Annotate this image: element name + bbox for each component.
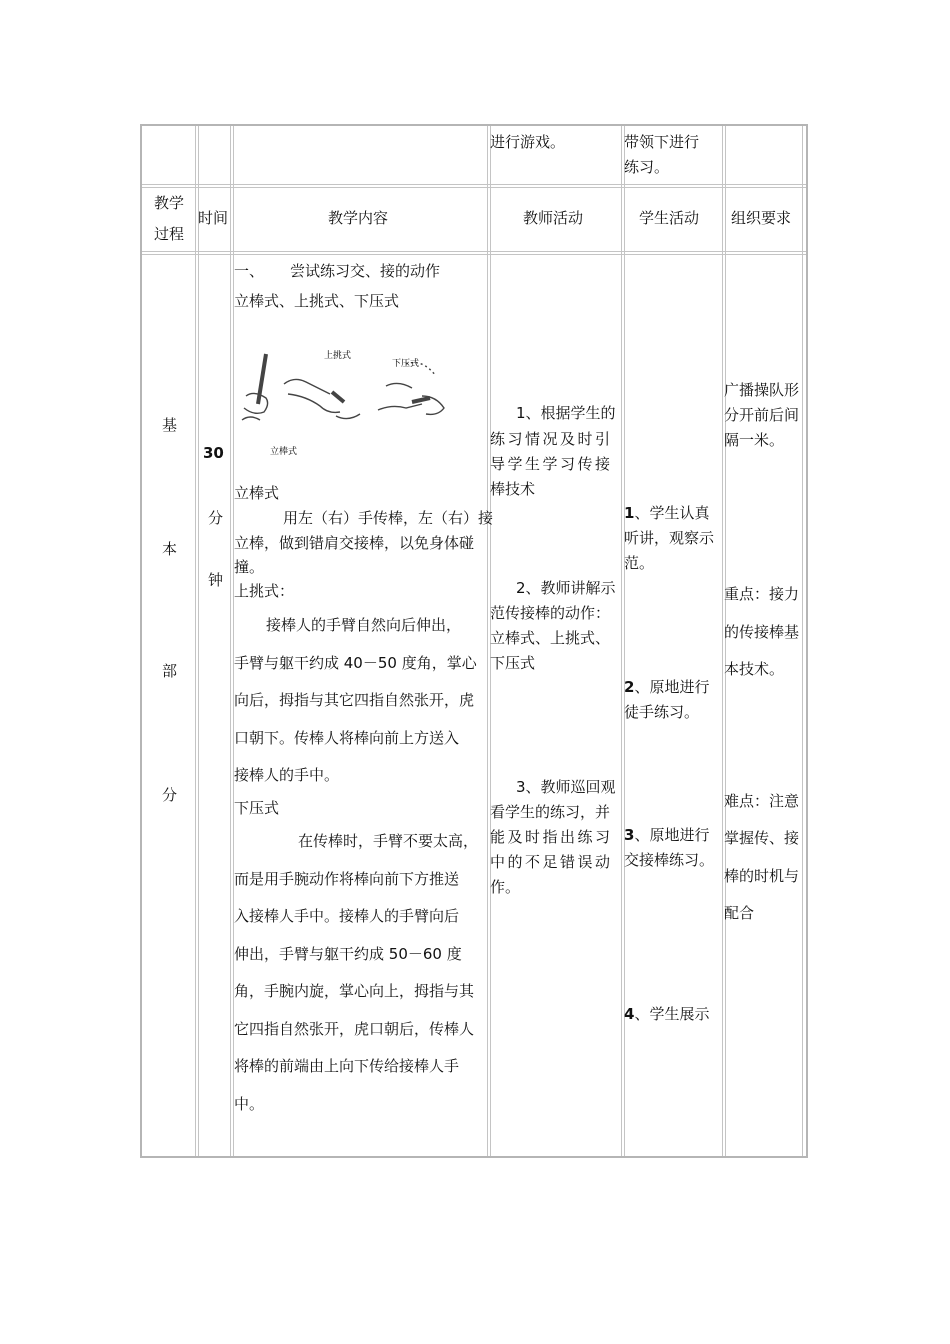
teacher-activity-3: 看学生的练习，并 [490, 803, 611, 821]
xiaya-text: 它四指自然张开，虎口朝后，传棒人 [234, 1020, 475, 1038]
column-divider [802, 126, 803, 1156]
header-org: 组织要求 [731, 209, 792, 227]
student-activity-text: 、学生认真 [634, 504, 710, 522]
teacher-activity-2: 2、教师讲解示 [516, 579, 616, 597]
top-row-student-line: 练习。 [624, 158, 670, 176]
duration-unit: 钟 [208, 571, 224, 589]
teacher-activity-2: 范传接棒的动作： [490, 604, 611, 622]
column-divider [621, 126, 625, 1156]
header-process: 过程 [154, 225, 185, 243]
xiaya-text: 在传棒时，手臂不要太高， [298, 832, 479, 850]
libang-text: 用左（右）手传棒，左（右）接 [283, 509, 494, 527]
teacher-activity-3: 能及时指出练习 [490, 828, 613, 846]
student-activity-2: 徒手练习。 [624, 703, 700, 721]
header-process: 教学 [154, 194, 185, 212]
org-difficulty: 棒的时机与 [724, 867, 800, 885]
student-activity-number: 4 [624, 1005, 635, 1023]
section-label-char: 部 [162, 662, 178, 680]
content-heading-number: 一、 [234, 262, 265, 280]
student-activity-text: 、原地进行 [634, 826, 710, 844]
student-activity-3 [624, 824, 709, 845]
header-content: 教学内容 [328, 209, 389, 227]
org-key-point: 本技术。 [724, 660, 785, 678]
xiaya-text: 入接棒人手中。接棒人的手臂向后 [234, 907, 460, 925]
content-styles: 立棒式、上挑式、下压式 [234, 292, 400, 310]
shangtiao-text: 手臂与躯干约成 40－50 度角，掌心 [234, 654, 477, 672]
libang-text: 撞。 [234, 558, 265, 576]
teacher-activity-2: 立棒式、上挑式、 [490, 629, 611, 647]
teacher-activity-2: 下压式 [490, 654, 536, 672]
content-heading: 尝试练习交、接的动作 [290, 262, 441, 280]
shangtiao-text: 口朝下。传棒人将棒向前上方送入 [234, 729, 460, 747]
xiaya-text: 中。 [234, 1095, 265, 1113]
teacher-activity-1: 棒技术 [490, 480, 536, 498]
student-activity-text: 、原地进行 [634, 678, 710, 696]
figure-label: 下压式 [392, 359, 420, 369]
header-student: 学生活动 [639, 209, 700, 227]
libang-title: 立棒式 [234, 484, 280, 502]
teacher-activity-1: 导学生学习传接 [490, 455, 613, 473]
baton-passing-illustration [236, 346, 450, 458]
duration-number: 30 [203, 444, 224, 462]
student-activity-1: 听讲，观察示 [624, 529, 715, 547]
xiaya-text: 而是用手腕动作将棒向前下方推送 [234, 870, 460, 888]
libang-text: 立棒，做到错肩交接棒，以免身体碰 [234, 534, 475, 552]
student-activity-1 [624, 502, 709, 523]
xiaya-title: 下压式 [234, 799, 280, 817]
top-row-student-line: 带领下进行 [624, 133, 700, 151]
student-activity-number: 2 [624, 678, 635, 696]
student-activity-1: 范。 [624, 554, 655, 572]
org-key-point: 的传接棒基 [724, 623, 800, 641]
teacher-activity-1: 1、根据学生的 [516, 404, 616, 422]
shangtiao-text: 接棒人的手中。 [234, 766, 340, 784]
shangtiao-title: 上挑式： [234, 582, 295, 600]
org-difficulty: 难点：注意 [724, 792, 800, 810]
figure-label: 立棒式 [270, 447, 298, 457]
teacher-activity-1: 练习情况及时引 [490, 430, 613, 448]
student-activity-number: 1 [624, 504, 635, 522]
figure-label: 上挑式 [324, 351, 352, 361]
header-teacher: 教师活动 [523, 209, 584, 227]
org-key-point: 重点：接力 [724, 585, 800, 603]
row-divider [142, 184, 806, 188]
shangtiao-text: 接棒人的手臂自然向后伸出， [266, 616, 462, 634]
student-activity-number: 3 [624, 826, 635, 844]
student-activity-2 [624, 676, 709, 697]
student-activity-3: 交接棒练习。 [624, 851, 715, 869]
row-divider [142, 251, 806, 255]
org-formation: 分开前后间 [724, 406, 800, 424]
header-time: 时间 [198, 209, 229, 227]
column-divider [195, 126, 199, 1156]
duration-unit: 分 [208, 509, 224, 527]
org-formation: 广播操队形 [724, 381, 800, 399]
section-label-char: 本 [162, 540, 178, 558]
xiaya-text: 将棒的前端由上向下传给接棒人手 [234, 1057, 460, 1075]
top-row-teacher-text: 进行游戏。 [490, 133, 566, 151]
shangtiao-text: 向后，拇指与其它四指自然张开，虎 [234, 691, 475, 709]
teacher-activity-3: 中的不足错误动 [490, 853, 613, 871]
xiaya-text: 角，手腕内旋，掌心向上，拇指与其 [234, 982, 475, 1000]
section-label-char: 基 [162, 416, 178, 434]
xiaya-text: 伸出，手臂与躯干约成 50－60 度 [234, 945, 462, 963]
student-activity-4 [624, 1003, 709, 1024]
org-difficulty: 配合 [724, 904, 755, 922]
org-difficulty: 掌握传、接 [724, 829, 800, 847]
section-label-char: 分 [162, 786, 178, 804]
student-activity-text: 、学生展示 [634, 1005, 710, 1023]
teacher-activity-3: 3、教师巡回观 [516, 778, 616, 796]
teacher-activity-3: 作。 [490, 878, 521, 896]
org-formation: 隔一米。 [724, 431, 785, 449]
